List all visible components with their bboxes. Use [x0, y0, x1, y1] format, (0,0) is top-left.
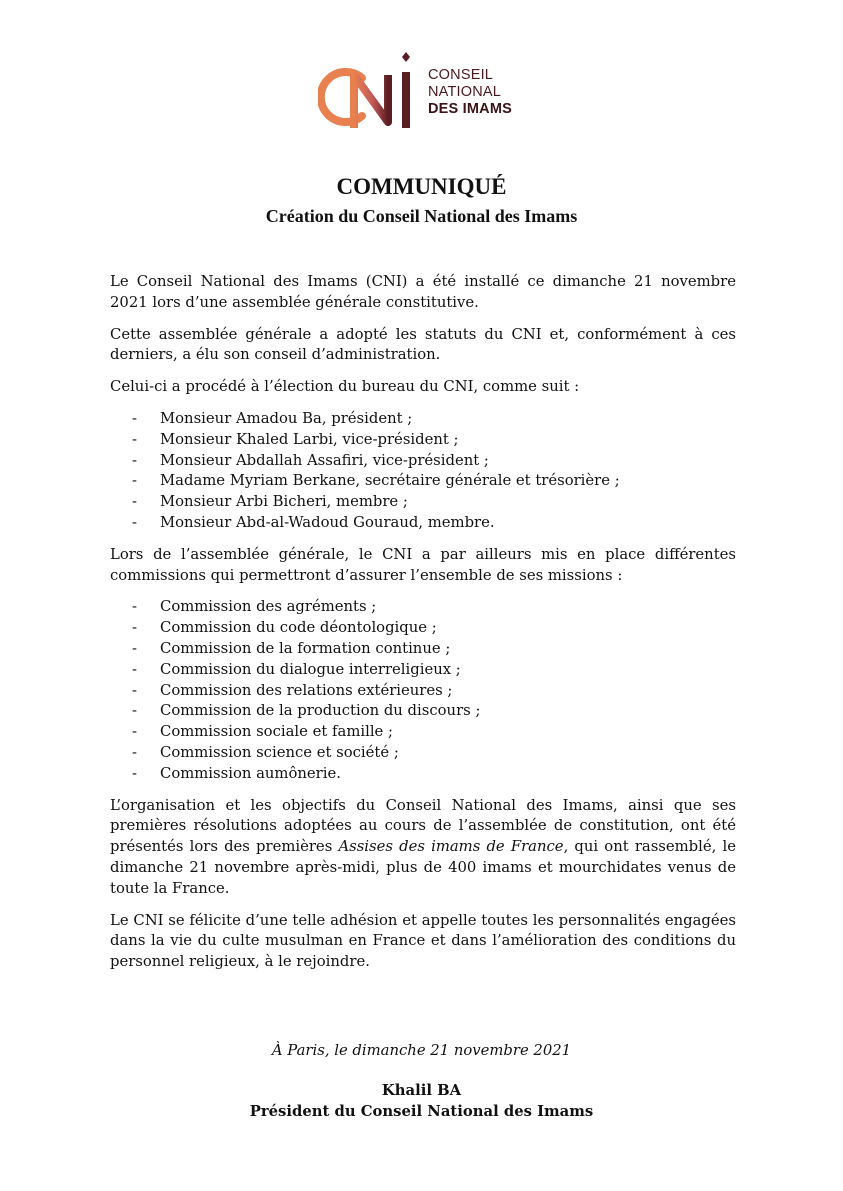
- list-item: - Commission du code déontologique ;: [132, 619, 437, 637]
- list-item: - Monsieur Amadou Ba, président ;: [132, 409, 413, 427]
- list-item: - Commission de la production du discours ;: [132, 702, 481, 720]
- list-item: - Commission des agréments ;: [132, 598, 377, 616]
- list-item: - Commission du dialogue interreligieux ;: [132, 660, 461, 678]
- list-item: - Monsieur Abd-al-Wadoud Gouraud, membre.: [132, 513, 495, 531]
- cni-logo: [318, 50, 538, 132]
- document-body: [110, 272, 736, 984]
- logo-line-des-imams: DES IMAMS: [428, 101, 512, 117]
- paragraph-commissions-intro: Lors de l’assemblée générale, le CNI a par ailleurs mis en place différentes commissions qui permettront d’assurer l’ensemble de ses missions :: [110, 545, 736, 584]
- list-item: - Commission science et société ;: [132, 743, 399, 761]
- document-title: COMMUNIQUÉ: [336, 174, 507, 199]
- place-date: À Paris, le dimanche 21 novembre 2021: [271, 1042, 572, 1059]
- list-item: - Commission aumônerie.: [132, 764, 341, 782]
- list-item: - Madame Myriam Berkane, secrétaire générale et trésorière ;: [132, 472, 620, 490]
- logo-wordmark: [428, 67, 512, 118]
- list-item: - Commission des relations extérieures ;: [132, 681, 453, 699]
- list-item: - Commission de la formation continue ;: [132, 639, 451, 657]
- document-subtitle: Création du Conseil National des Imams: [265, 206, 578, 226]
- commissions-list: [110, 597, 736, 784]
- paragraph-organisation: L’organisation et les objectifs du Conseil National des Imams, ainsi que ses premières résolutions adoptées au cours de l’assemblée de constitution, ont été présentés lors des premières Assises des imams de France, qui ont rassemblé, le dimanche 21 novembre après-midi, plus de 400 imams et mourchidates venus de toute la France.: [110, 796, 736, 897]
- list-item: - Monsieur Abdallah Assafiri, vice-président ;: [132, 451, 489, 469]
- assises-title: Assises des imams de France: [338, 838, 564, 856]
- logo-line-conseil: CONSEIL: [428, 67, 494, 83]
- list-item: - Monsieur Khaled Larbi, vice-président ;: [132, 430, 459, 448]
- paragraph-installation: Le Conseil National des Imams (CNI) a été installé ce dimanche 21 novembre 2021 lors d’une assemblée générale constitutive.: [110, 273, 736, 311]
- list-item: - Commission sociale et famille ;: [132, 723, 394, 741]
- signatory-role: Président du Conseil National des Imams: [249, 1103, 594, 1120]
- logo-line-national: NATIONAL: [428, 84, 502, 100]
- paragraph-bureau-intro: Celui-ci a procédé à l’élection du bureau du CNI, comme suit :: [110, 378, 580, 396]
- signatory-name: Khalil BA: [381, 1082, 462, 1099]
- paragraph-statuts: Cette assemblée générale a adopté les statuts du CNI et, conformément à ces derniers, a élu son conseil d’administration.: [110, 325, 736, 364]
- list-item: - Monsieur Arbi Bicheri, membre ;: [132, 493, 408, 511]
- paragraph-appel: Le CNI se félicite d’une telle adhésion et appelle toutes les personnalités engagées dans la vie du culte musulman en France et dans l’amélioration des conditions du personnel religieux, à le rejoindre.: [110, 911, 736, 971]
- bureau-list: [110, 409, 736, 534]
- cni-monogram-icon: [318, 50, 423, 132]
